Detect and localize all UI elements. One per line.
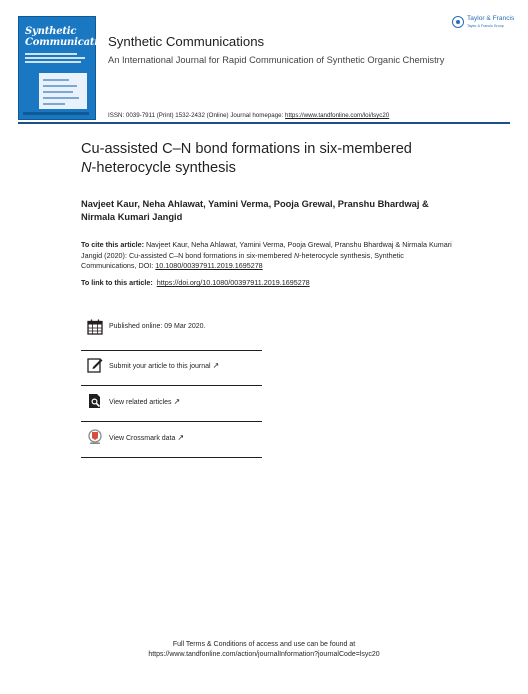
published-online-text: Published online: 09 Mar 2020. [109,323,206,330]
citation-label: To cite this article: [81,240,144,249]
cover-contents-line [43,97,79,99]
crossmark-text [109,433,184,442]
footer-terms-link[interactable]: https://www.tandfonline.com/action/journalInformation?journalCode=lsyc20 [148,651,380,658]
article-title-line2: -heterocycle synthesis [91,160,236,176]
external-link-icon: ↗ [173,397,181,406]
footer [0,640,528,660]
cover-contents-line [43,79,69,81]
cover-title-line1: Synthetic [25,26,77,37]
publisher-logo [452,14,522,34]
cover-text-line [25,57,85,59]
citation-doi-link[interactable]: 10.1080/00397911.2019.1695278 [155,261,263,270]
cover-text-line [25,61,81,63]
citation-text-cont: -heterocycle synthesis, Synthetic Communications, DOI: [81,250,404,270]
issn-line [108,112,389,119]
footer-line1: Full Terms & Conditions of access and use can be found at [172,641,356,648]
citation-italic: N [293,250,300,260]
cover-contents-line [43,85,77,87]
journal-cover-image [18,16,117,120]
journal-name: Synthetic Communications [108,34,265,49]
cover-contents-line [43,91,73,93]
article-link-label: To link to this article: [81,278,153,287]
citation-text: Navjeet Kaur, Neha Ahlawat, Yamini Verma, Pooja Grewal, Pranshu Bhardwaj & Nirmala Kumari Jangid (2020): Cu-assisted C–N bond formations in six-membered [81,240,452,260]
article-link-line [81,278,310,287]
article-title-line1: Cu-assisted C–N bond formations in six-membered [81,141,412,157]
cover-text-line [25,53,77,55]
related-articles-text [109,397,180,406]
journal-homepage-link[interactable]: https://www.tandfonline.com/loi/lsyc20 [285,112,390,119]
article-doi-link[interactable]: https://doi.org/10.1080/00397911.2019.1695278 [156,278,310,287]
related-articles-link[interactable] [81,384,262,420]
submit-article-text [109,361,219,370]
submit-article-label: Submit your article to this journal [109,363,211,370]
cover-contents-line [43,103,65,105]
cover-footer-band [23,112,89,115]
article-authors: Navjeet Kaur, Neha Ahlawat, Yamini Verma, Pooja Grewal, Pranshu Bhardwaj & Nirmala Kumari Jangid [81,199,429,222]
journal-subtitle: An International Journal for Rapid Communication of Synthetic Organic Chemistry [108,55,445,65]
edit-icon [87,357,103,373]
cover-title-line2: Communications [25,37,117,48]
search-document-icon [87,393,103,409]
publisher-logo-icon [452,16,464,28]
publisher-tagline: Taylor & Francis Group [467,24,504,28]
header-rule [18,122,510,124]
published-online-row [81,310,262,346]
article-title [81,140,471,178]
citation-block [81,240,456,272]
publisher-name: Taylor & Francis [467,15,515,22]
external-link-icon: ↗ [177,433,185,442]
article-title-italic: N [81,160,92,176]
external-link-icon: ↗ [212,361,220,370]
crossmark-icon [87,429,103,445]
calendar-icon [87,319,103,335]
crossmark-label: View Crossmark data [109,435,176,442]
crossmark-link[interactable] [81,420,262,456]
divider [81,457,262,458]
submit-article-link[interactable] [81,348,262,384]
related-articles-label: View related articles [109,399,172,406]
issn-text: ISSN: 0039-7911 (Print) 1532-2432 (Online) Journal homepage: [108,112,286,119]
